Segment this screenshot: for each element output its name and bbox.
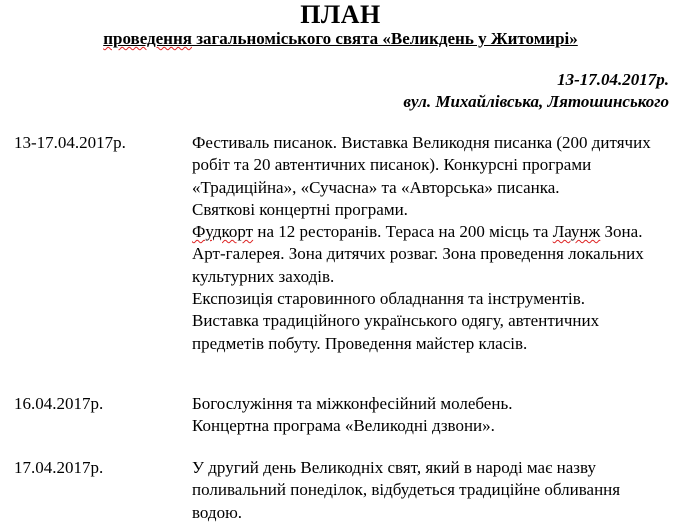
schedule-description-3 bbox=[192, 457, 668, 524]
document-subtitle bbox=[0, 29, 681, 49]
event-place: вул. Михайлівська, Лятошинського bbox=[403, 92, 669, 111]
schedule-paragraph: Виставка традиційного українського одягу, автентичних предметів побуту. Проведення майстер класів. bbox=[192, 311, 600, 353]
foodcourt-mid: на 12 ресторанів. Тераса на 200 місць та bbox=[253, 222, 553, 242]
document-title: ПЛАН bbox=[300, 0, 381, 29]
schedule-date-3: 17.04.2017р. bbox=[14, 458, 104, 477]
schedule-paragraph: Фестиваль писанок. Виставка Великодня писанка (200 дитячих робіт та 20 автентичних писанок). Конкурсні програми «Традиційна», «Сучасна» та «Авторська» писанка. bbox=[192, 133, 651, 197]
schedule-paragraph: У другий день Великодніх свят, який в народі має назву поливальний понеділок, відбудеться традиційне обливання водою. bbox=[192, 458, 621, 522]
foodcourt-end: Зона. Арт-галерея. Зона дитячих розваг. Зона проведення локальних культурних заходів. bbox=[192, 222, 644, 286]
lounge-word: Лаунж bbox=[552, 222, 601, 242]
schedule-paragraph: Концертна програма «Великодні дзвони». bbox=[192, 416, 495, 436]
schedule-paragraph: Богослужіння та міжконфесійний молебень. bbox=[192, 394, 513, 413]
schedule-paragraph: Святкові концертні програми. bbox=[192, 199, 408, 219]
subtitle-rest: загальноміського свята «Великдень у Житомирі» bbox=[191, 29, 578, 48]
schedule-date-2: 16.04.2017р. bbox=[14, 394, 104, 413]
event-dates: 13-17.04.2017р. bbox=[557, 70, 669, 89]
schedule-description-2 bbox=[192, 393, 668, 438]
schedule-description-1 bbox=[192, 132, 668, 355]
subtitle-first-word: проведення bbox=[103, 29, 192, 48]
schedule-date-1: 13-17.04.2017р. bbox=[14, 133, 126, 152]
schedule-paragraph-foodcourt bbox=[192, 221, 668, 288]
schedule-paragraph: Експозиція старовинного обладнання та інструментів. bbox=[192, 289, 586, 309]
foodcourt-word: Фудкорт bbox=[192, 222, 254, 242]
